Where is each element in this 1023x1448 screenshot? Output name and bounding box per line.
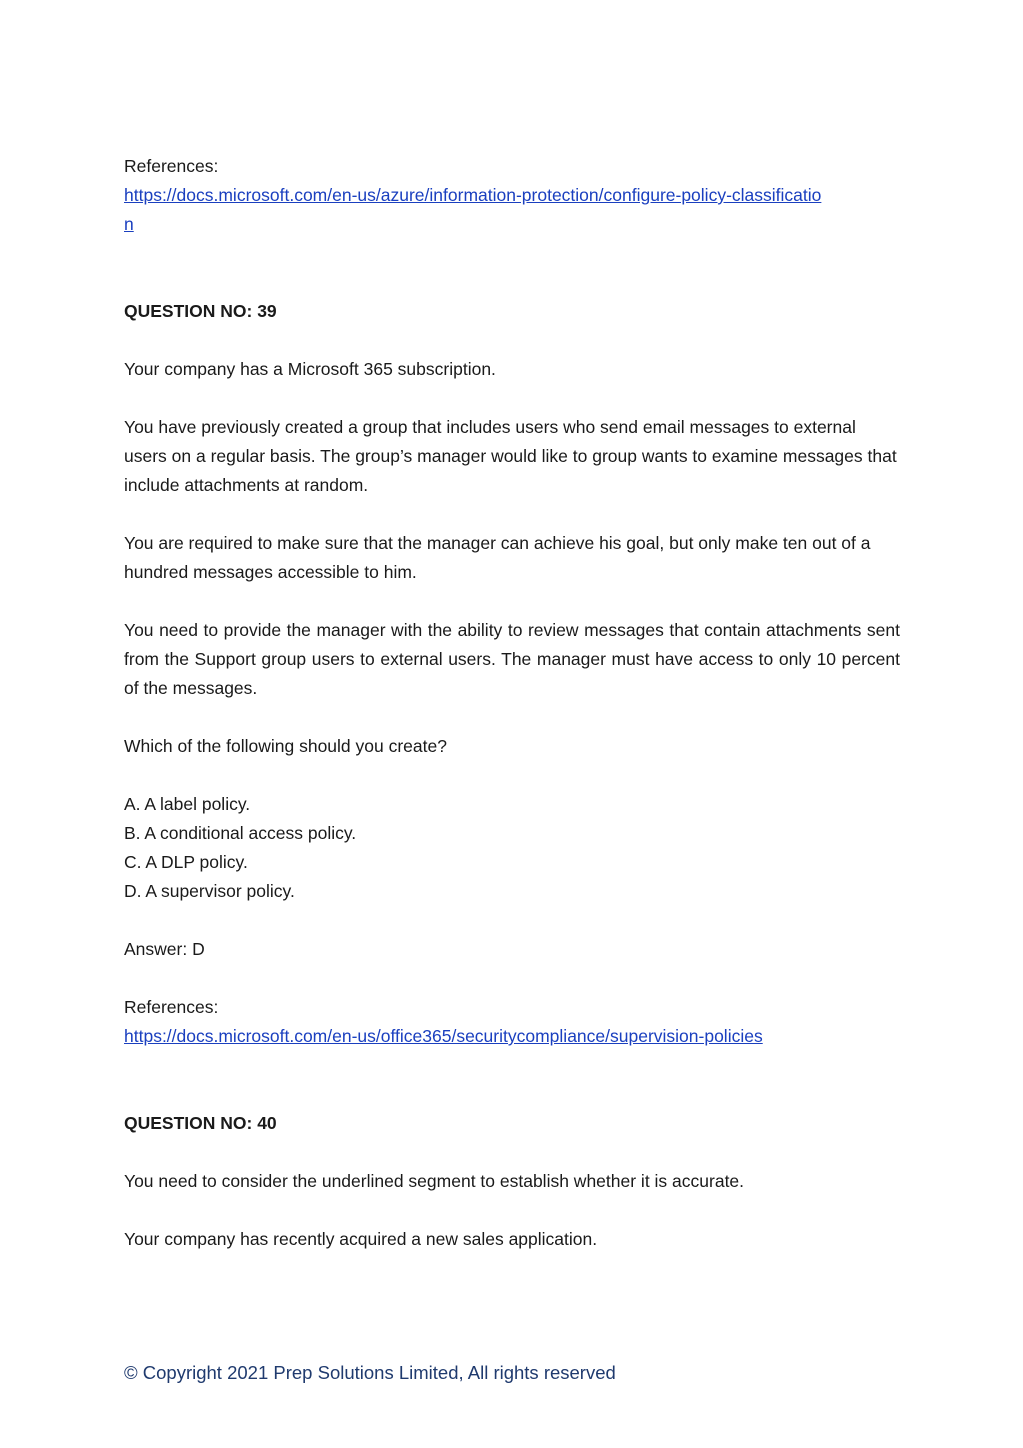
question-paragraph: Your company has a Microsoft 365 subscription. (124, 359, 496, 379)
references-label: References: (124, 997, 219, 1017)
reference-link[interactable]: https://docs.microsoft.com/en-us/azure/information-protection/configure-policy-classification (124, 185, 822, 234)
answer-option: A. A label policy. (124, 794, 251, 814)
question-paragraph: Your company has recently acquired a new sales application. (124, 1229, 598, 1249)
answer-options (124, 790, 900, 906)
question-paragraph: You are required to make sure that the manager can achieve his goal, but only make ten out of a hundred messages accessible to him. (124, 533, 871, 582)
answer-option: B. A conditional access policy. (124, 823, 357, 843)
question-paragraph: You have previously created a group that includes users who send email messages to external users on a regular basis. The group’s manager would like to group wants to examine messages that include attachments at random. (124, 417, 897, 495)
reference-link[interactable]: https://docs.microsoft.com/en-us/office365/securitycompliance/supervision-policies (124, 1026, 763, 1046)
answer-option: C. A DLP policy. (124, 852, 248, 872)
document-page (124, 152, 900, 1254)
question-prompt: Which of the following should you create? (124, 736, 447, 756)
question-heading: QUESTION NO: 39 (124, 301, 277, 321)
references-label: References: (124, 156, 219, 176)
question-paragraph: You need to consider the underlined segment to establish whether it is accurate. (124, 1171, 745, 1191)
copyright-footer: © Copyright 2021 Prep Solutions Limited, All rights reserved (124, 1362, 616, 1383)
question-heading: QUESTION NO: 40 (124, 1113, 277, 1133)
answer-text: Answer: D (124, 939, 205, 959)
question-paragraph: You need to provide the manager with the ability to review messages that contain attachments sent from the Support group users to external users. The manager must have access to only 10 percent of the messages. (124, 620, 900, 698)
answer-option: D. A supervisor policy. (124, 881, 295, 901)
